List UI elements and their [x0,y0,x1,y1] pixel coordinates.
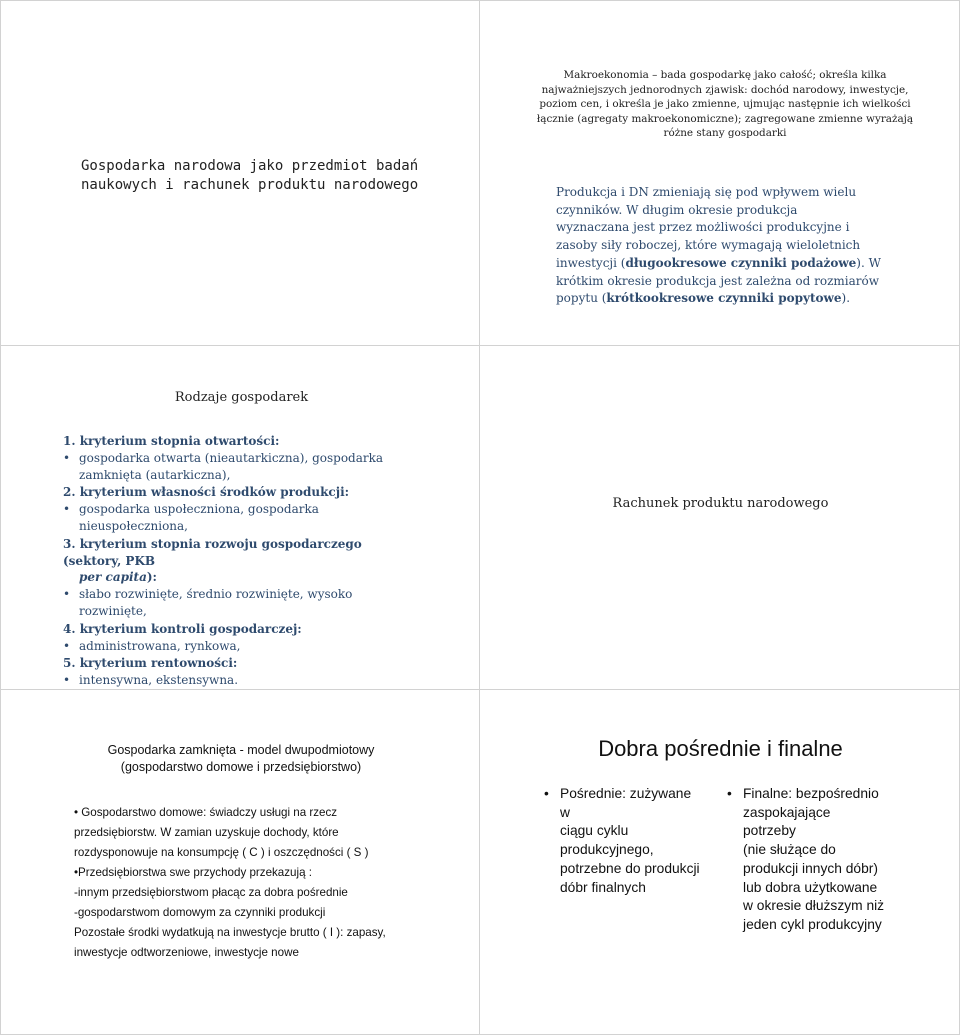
criterion-item [63,450,423,484]
criterion-heading: 1. kryterium stopnia otwartości: [63,434,280,448]
body-line: rozdysponowuje na konsumpcję ( C ) i oszczędności ( S ) [74,846,369,859]
criterion-text: ): [146,570,157,585]
column-line: (nie służące do [743,842,836,858]
criterion-line: 3. kryterium stopnia rozwoju gospodarczego (sektory, PKB [63,536,362,568]
item-line: intensywna, ekstensywna. [79,673,239,688]
column-line: Finalne: bezpośrednio [743,786,879,801]
slide-heading: Rachunek produktu narodowego [612,496,829,511]
body-line [556,290,896,308]
per-capita-term: per capita [79,570,147,585]
body-line [556,255,896,273]
criterion-heading [63,536,423,586]
bullet-icon: • [63,450,71,465]
title-line: (gospodarstwo domowe i przedsiębiorstwo) [120,760,362,774]
column-line: zaspokajające potrzeby [743,804,831,839]
criteria-list [63,432,423,689]
bullet-icon: • [727,786,732,801]
item-line: gospodarka uspołeczniona, gospodarka [79,502,319,517]
intro-line: poziom cen, i określa je jako zmienne, ujmując następnie ich wielkości [539,98,911,110]
slide-economy-types [0,345,481,691]
title-line: Gospodarka narodowa jako przedmiot badań [81,158,419,174]
item-line: nieuspołeczniona, [79,518,188,533]
body-line: wyznaczana jest przez możliwości produkcyjne i [556,220,850,235]
body-line: • Gospodarstwo domowe: świadczy usługi na rzecz [74,806,338,819]
body-line: •Przedsiębiorstwa swe przychody przekazują : [74,866,312,879]
body-line: czynników. W długim okresie produkcja [556,202,798,217]
item-line: słabo rozwinięte, średnio rozwinięte, wysoko rozwinięte, [79,587,353,618]
bullet-icon: • [63,587,71,602]
column-line: potrzebne do produkcji [560,860,700,876]
criterion-item [63,586,423,620]
criterion-item [63,638,423,655]
supply-factors-term: długookresowe czynniki podażowe [625,255,857,270]
intro-line: łącznie (agregaty makroekonomiczne); zagregowane zmienne wyrażają [536,112,914,125]
closed-economy-text [74,804,419,964]
intro-line: najważniejszych jednorodnych zjawisk: dochód narodowy, inwestycje, [541,83,909,96]
column-line: Pośrednie: zużywane w [560,786,692,820]
body-line: zasoby siły roboczej, które wymagają wieloletnich [556,238,861,253]
intro-line: różne stany gospodarki [663,127,787,139]
body-text: ). [841,291,851,306]
body-line: inwestycje odtworzeniowe, inwestycje nowe [74,946,299,959]
slide-closed-economy [0,689,481,1035]
column-line: ciągu cyklu [560,823,629,839]
criterion-heading: 2. kryterium własności środków produkcji: [63,485,350,500]
body-text: inwestycji ( [556,255,626,270]
body-line: Pozostałe środki wydatkują na inwestycje brutto ( I ): zapasy, [74,926,386,939]
slide-heading [21,742,461,776]
bullet-icon: • [544,786,549,801]
slide-heading: Rodzaje gospodarek [174,390,309,405]
column-line: produkcyjnego, [560,842,654,858]
slide-macroeconomics [479,0,960,347]
intermediate-goods-column [542,785,702,897]
production-factors-text [556,184,896,308]
column-line: lub dobra użytkowane [743,879,878,895]
item-line: zamknięta (autarkiczna), [79,467,231,482]
macroeconomics-definition [535,68,915,141]
column-line: w okresie dłuższym niż [743,898,885,914]
title-line: naukowych i rachunek produktu narodowego [81,177,419,193]
presentation-title [81,157,471,195]
body-line: -gospodarstwom domowym za czynniki produkcji [74,906,326,919]
final-goods-column [725,785,885,935]
body-line: Produkcja i DN zmieniają się pod wpływem wielu [556,185,857,199]
column-line: jeden cykl produkcyjny [743,916,882,932]
bullet-icon: • [63,502,71,517]
item-line: gospodarka otwarta (nieautarkiczna), gospodarka [79,450,384,465]
intro-line: Makroekonomia – bada gospodarkę jako całość; określa kilka [563,69,887,81]
body-line: krótkim okresie produkcja jest zależna od rozmiarów [556,273,879,288]
body-line: przedsiębiorstw. W zamian uzyskuje dochody, które [74,826,339,839]
criterion-heading: 4. kryterium kontroli gospodarczej: [63,621,302,636]
criterion-heading: 5. kryterium rentowności: [63,656,238,671]
body-line: -innym przedsiębiorstwom płacąc za dobra pośrednie [74,886,348,899]
slide-intermediate-final-goods [479,689,960,1035]
column-line: produkcji innych dóbr) [743,860,878,876]
title-line: Gospodarka zamknięta - model dwupodmiotowy [107,743,375,757]
slide-title [0,0,481,347]
column-line: dóbr finalnych [560,879,646,895]
bullet-icon: • [63,673,71,688]
slide-national-product [479,345,960,691]
criterion-item [63,501,423,535]
criterion-line [63,569,423,586]
body-text: ). W [856,255,881,270]
body-text: popytu ( [556,291,607,306]
bullet-icon: • [63,638,71,653]
demand-factors-term: krótkookresowe czynniki popytowe [606,291,842,306]
criterion-item [63,672,423,689]
item-line: administrowana, rynkowa, [79,638,241,653]
slide-heading: Dobra pośrednie i finalne [598,736,843,761]
